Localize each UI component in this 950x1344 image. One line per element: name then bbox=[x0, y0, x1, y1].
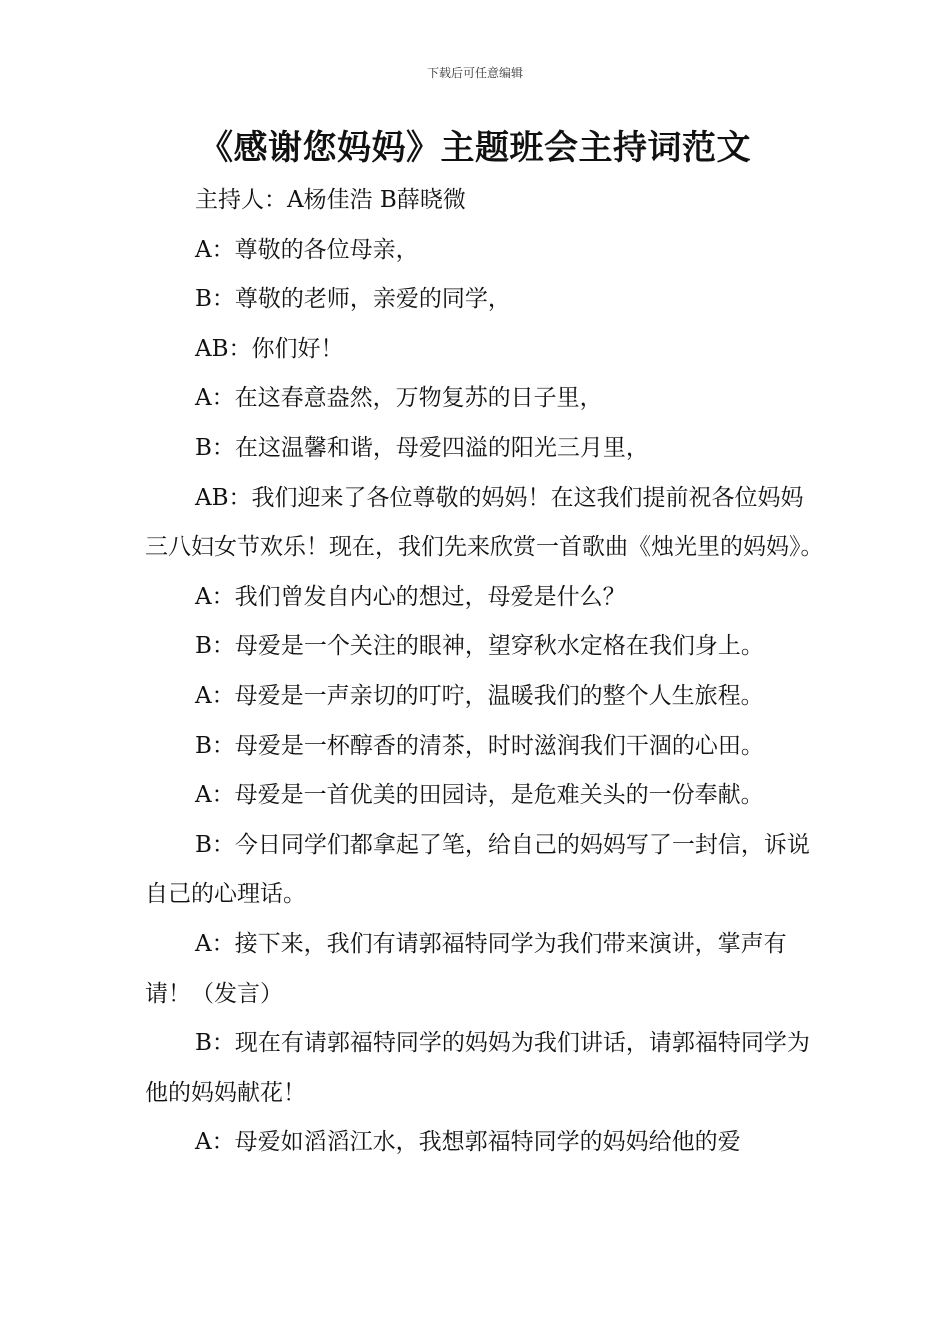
paragraph: A：母爱是一首优美的田园诗，是危难关头的一份奉献。 bbox=[195, 782, 764, 809]
paragraph: B：现在有请郭福特同学的妈妈为我们讲话，请郭福特同学为他的妈妈献花！ bbox=[145, 1030, 810, 1106]
paragraph: B：在这温馨和谐，母爱四溢的阳光三月里， bbox=[195, 434, 649, 461]
document-title: 《感谢您妈妈》主题班会主持词范文 bbox=[199, 128, 751, 168]
paragraph: A：母爱如滔滔江水，我想郭福特同学的妈妈给他的爱 bbox=[195, 1129, 741, 1156]
paragraph: AB：你们好！ bbox=[195, 335, 344, 362]
paragraph: B：今日同学们都拿起了笔，给自己的妈妈写了一封信，诉说自己的心理话。 bbox=[145, 831, 810, 908]
page-header-note: 下载后可任意编辑 bbox=[426, 66, 523, 80]
paragraph: A：接下来，我们有请郭福特同学为我们带来演讲，掌声有请！（发言） bbox=[145, 930, 787, 1007]
paragraph-hosts: 主持人：A杨佳浩 B薛晓微 bbox=[195, 187, 466, 213]
paragraph: B：母爱是一个关注的眼神，望穿秋水定格在我们身上。 bbox=[195, 633, 764, 660]
document-body bbox=[145, 176, 825, 1168]
paragraph: AB：我们迎来了各位尊敬的妈妈！在这我们提前祝各位妈妈三八妇女节欢乐！现在，我们先来欣赏一首歌曲《烛光里的妈妈》。 bbox=[145, 484, 824, 561]
paragraph: A：我们曾发自内心的想过，母爱是什么？ bbox=[195, 583, 626, 610]
paragraph: A：尊敬的各位母亲， bbox=[195, 236, 419, 263]
paragraph: B：母爱是一杯醇香的清茶，时时滋润我们干涸的心田。 bbox=[195, 732, 764, 759]
paragraph: B：尊敬的老师，亲爱的同学， bbox=[195, 286, 511, 313]
paragraph: A：母爱是一声亲切的叮咛，温暖我们的整个人生旅程。 bbox=[195, 682, 764, 709]
paragraph: A：在这春意盎然，万物复苏的日子里， bbox=[195, 385, 603, 412]
